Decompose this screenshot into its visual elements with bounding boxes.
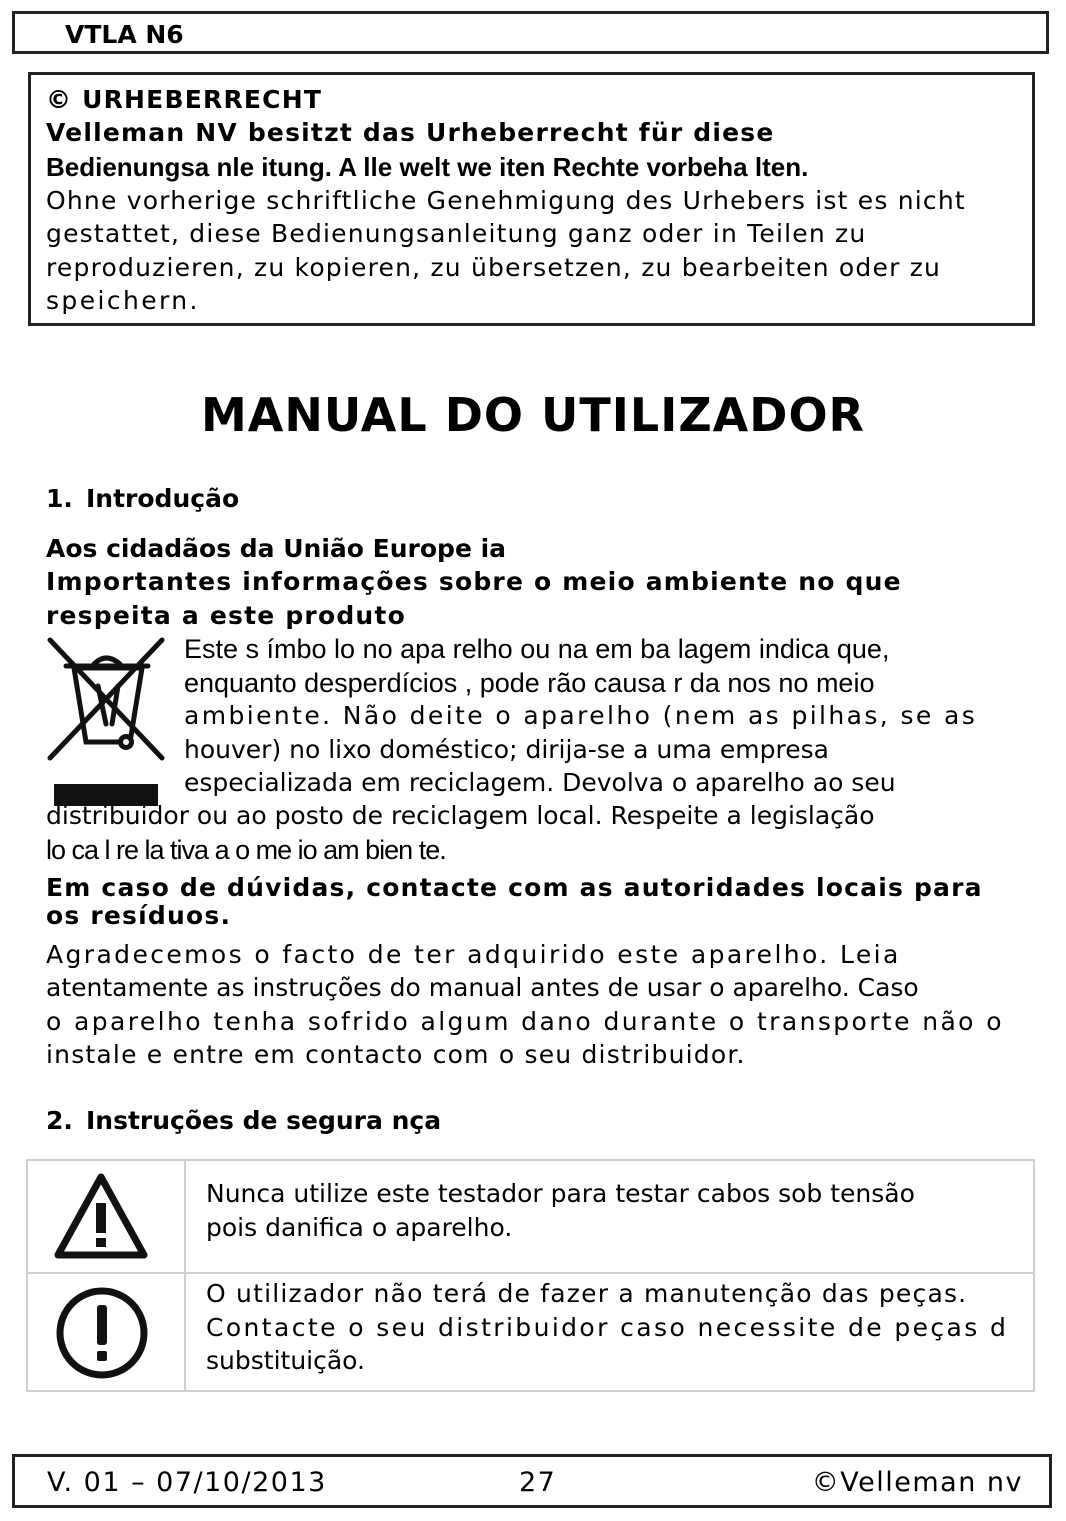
eu-subheading: Aos cidadãos da União Europe ia xyxy=(46,534,507,563)
section-2-number: 2. xyxy=(46,1106,73,1135)
thanks-line: o aparelho tenha sofrido algum dano durante o transporte não o xyxy=(46,1007,1004,1036)
weee-crossed-bin-icon xyxy=(46,634,166,814)
section-1-title: Introdução xyxy=(86,484,240,513)
thanks-line: instale e entre em contacto com o seu distribuidor. xyxy=(46,1040,746,1069)
copyright-line-2: Bedienungsa nle itung. A lle welt we iten Rechte vorbeha lten. xyxy=(46,152,809,182)
copyright-heading: © URHEBERRECHT xyxy=(46,85,323,114)
weee-text-line: houver) no lixo doméstico; dirija-se a uma empresa xyxy=(184,735,829,764)
copyright-body-line: speichern. xyxy=(46,286,200,315)
section-1-number: 1. xyxy=(46,484,73,513)
footer-page-number: 27 xyxy=(519,1467,557,1498)
weee-text-line: Este s ímbo lo no apa relho ou na em ba lagem indica que, xyxy=(184,634,890,664)
safety-row-1-line: Nunca utilize este testador para testar cabos sob tensão xyxy=(206,1179,915,1208)
exclamation-circle-icon xyxy=(54,1285,150,1381)
safety-row-2-line: O utilizador não terá de fazer a manutenção das peças. xyxy=(206,1279,968,1308)
environment-subheading: Importantes informações sobre o meio ambiente no que xyxy=(46,567,902,596)
weee-text-line: especializada em reciclagem. Devolva o aparelho ao seu xyxy=(184,768,896,797)
safety-row-1-line: pois danifica o aparelho. xyxy=(206,1213,513,1242)
header-bar xyxy=(12,11,1049,54)
warning-triangle-icon xyxy=(54,1171,148,1261)
manual-title: MANUAL DO UTILIZADOR xyxy=(201,388,865,442)
weee-text-line: distribuidor ou ao posto de reciclagem local. Respeite a legislação xyxy=(46,801,875,830)
environment-subheading-2: respeita a este produto xyxy=(46,601,406,630)
copyright-line-1: Velleman NV besitzt das Urheberrecht für diese xyxy=(46,118,775,147)
table-divider xyxy=(184,1161,186,1390)
safety-table xyxy=(26,1159,1035,1392)
table-divider xyxy=(28,1272,1033,1274)
copyright-body-line: gestattet, diese Bedienungsanleitung ganz oder in Teilen zu xyxy=(46,219,867,248)
footer-bar xyxy=(12,1454,1052,1508)
weee-text-line: ambiente. Não deite o aparelho (nem as pilhas, se as xyxy=(184,701,978,730)
copyright-body-line: Ohne vorherige schriftliche Genehmigung des Urhebers ist es nicht xyxy=(46,186,966,215)
weee-text-line: enquanto desperdícios , pode rão causa r da nos no meio xyxy=(184,668,875,698)
thanks-line: atentamente as instruções do manual antes de usar o aparelho. Caso xyxy=(46,973,919,1002)
model-name: VTLA N6 xyxy=(65,20,184,49)
thanks-line: Agradecemos o facto de ter adquirido este aparelho. Leia xyxy=(46,940,901,969)
footer-copyright: ©Velleman nv xyxy=(811,1467,1023,1498)
weee-text-line: lo ca l re la tiva a o me io am bien te. xyxy=(46,835,446,865)
section-2-title: Instruções de segura nça xyxy=(86,1106,442,1135)
doubts-line: Em caso de dúvidas, contacte com as autoridades locais para xyxy=(46,873,983,902)
footer-version: V. 01 – 07/10/2013 xyxy=(47,1467,327,1498)
safety-row-2-line: substituição. xyxy=(206,1346,365,1375)
copyright-body-line: reproduzieren, zu kopieren, zu übersetzen, zu bearbeiten oder zu xyxy=(46,253,942,282)
safety-row-2-line: Contacte o seu distribuidor caso necessite de peças d xyxy=(206,1313,1009,1342)
doubts-line: os resíduos. xyxy=(46,901,232,930)
copyright-box xyxy=(28,72,1035,326)
